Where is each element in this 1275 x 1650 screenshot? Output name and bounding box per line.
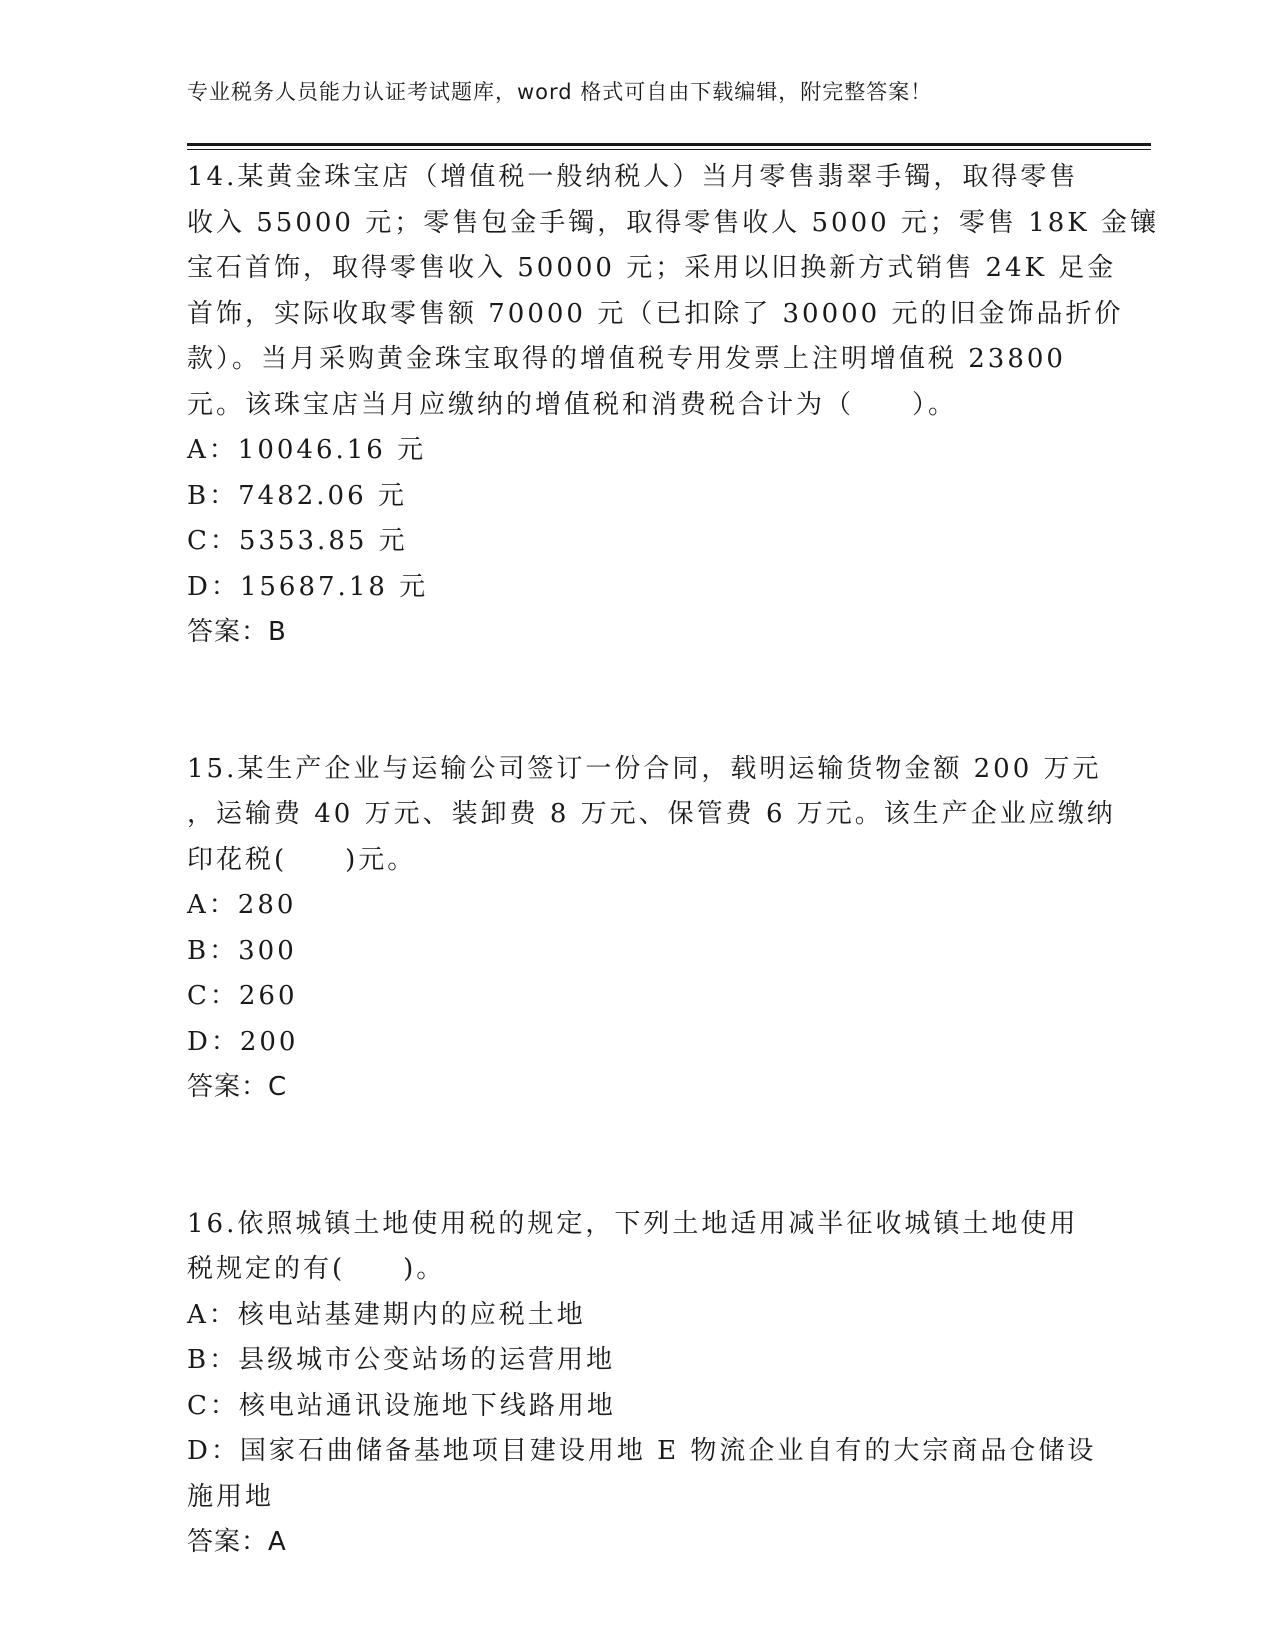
question-text-line: ，运输费 40 万元、装卸费 8 万元、保管费 6 万元。该生产企业应缴纳 <box>187 799 1116 829</box>
answer: 答案：C <box>187 1072 288 1102</box>
spacer <box>187 1111 1087 1202</box>
question-15 <box>187 747 1116 1111</box>
option-b: B：县级城市公变站场的运营用地 <box>187 1345 616 1375</box>
header-rule-thin <box>187 149 1151 150</box>
option-b: B：300 <box>187 935 297 966</box>
question-list <box>187 155 1159 1566</box>
question-text-line: 首饰，实际收取零售额 70000 元（已扣除了 30000 元的旧金饰品折价 <box>187 298 1124 329</box>
option-d: D：15687.18 元 <box>187 571 429 602</box>
option-c: C：5353.85 元 <box>187 526 408 556</box>
question-text-line: 14.某黄金珠宝店（增值税一般纳税人）当月零售翡翠手镯，取得零售 <box>187 162 1079 192</box>
option-d-continued: 施用地 <box>187 1481 275 1512</box>
page-header: 专业税务人员能力认证考试题库，word 格式可自由下载编辑，附完整答案！ <box>187 80 933 104</box>
answer: 答案：B <box>187 617 287 647</box>
question-14 <box>187 155 1159 656</box>
option-a: A：280 <box>187 890 297 920</box>
answer: 答案：A <box>187 1527 287 1557</box>
question-text-line: 税规定的有( )。 <box>187 1254 446 1284</box>
question-text-line: 印花税( )元。 <box>187 844 417 875</box>
option-c: C：核电站通讯设施地下线路用地 <box>187 1390 616 1421</box>
question-text-line: 元。该珠宝店当月应缴纳的增值税和消费税合计为（ ）。 <box>187 389 958 420</box>
question-text-line: 宝石首饰，取得零售收入 50000 元；采用以旧换新方式销售 24K 足金 <box>187 253 1117 283</box>
option-d: D：国家石曲储备基地项目建设用地 E 物流企业自有的大宗商品仓储设 <box>187 1436 1097 1466</box>
option-c: C：260 <box>187 981 298 1011</box>
spacer <box>187 656 1087 747</box>
question-text-line: 收入 55000 元；零售包金手镯，取得零售收人 5000 元；零售 18K 金镶 <box>187 207 1159 238</box>
option-a: A：10046.16 元 <box>187 435 427 465</box>
option-a: A：核电站基建期内的应税土地 <box>187 1299 586 1330</box>
question-16 <box>187 1202 1097 1566</box>
option-d: D：200 <box>187 1026 299 1057</box>
question-text-line: 16.依照城镇土地使用税的规定，下列土地适用减半征收城镇土地使用 <box>187 1208 1079 1239</box>
header-rule-thick <box>187 143 1151 146</box>
option-b: B：7482.06 元 <box>187 480 407 511</box>
question-text-line: 款）。当月采购黄金珠宝取得的增值税专用发票上注明增值税 23800 <box>187 344 1066 374</box>
question-text-line: 15.某生产企业与运输公司签订一份合同，载明运输货物金额 200 万元 <box>187 753 1102 784</box>
